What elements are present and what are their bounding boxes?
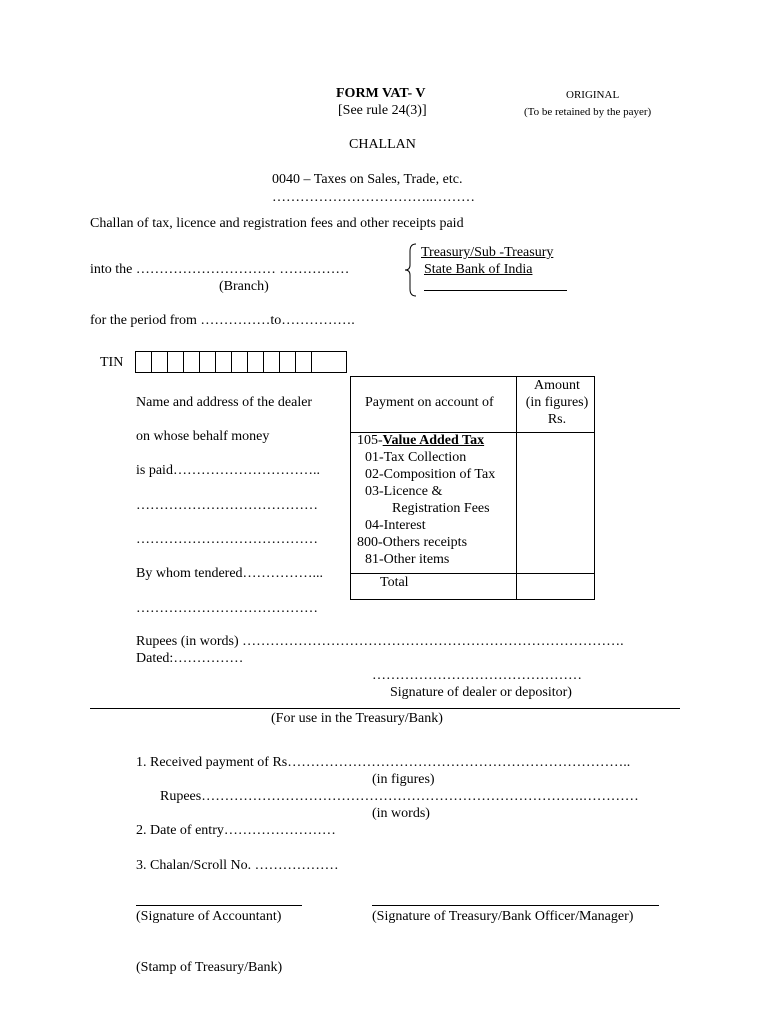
tin-digit-box[interactable] bbox=[168, 352, 184, 372]
tendered-by-line: By whom tendered……………... bbox=[136, 566, 324, 581]
tin-digit-box[interactable] bbox=[200, 352, 216, 372]
col-header-amount: Amount bbox=[534, 378, 580, 393]
head-of-account-dots: ……………………………..……… bbox=[272, 190, 475, 205]
vat-head-row bbox=[357, 432, 484, 449]
payment-item: 04-Interest bbox=[365, 518, 426, 533]
accountant-signature-line bbox=[136, 905, 302, 906]
form-title: FORM VAT- V bbox=[336, 86, 426, 101]
into-the-line: into the ………………………… …………… bbox=[90, 262, 350, 277]
tin-digit-box[interactable] bbox=[136, 352, 152, 372]
officer-signature-line bbox=[372, 905, 659, 906]
payment-item: Registration Fees bbox=[392, 501, 490, 516]
head-of-account: 0040 – Taxes on Sales, Trade, etc. bbox=[272, 172, 463, 187]
branch-label: (Branch) bbox=[219, 279, 269, 294]
col-header-rs: Rs. bbox=[547, 412, 567, 427]
total-label: Total bbox=[380, 575, 409, 590]
officer-signature-label: (Signature of Treasury/Bank Officer/Manager) bbox=[372, 909, 634, 924]
dated-line: Dated:…………… bbox=[136, 651, 244, 666]
in-words-label: (in words) bbox=[372, 806, 430, 821]
date-of-entry-line: 2. Date of entry…………………… bbox=[136, 823, 336, 838]
rupees-line: Rupees……………………………………………………………………….………… bbox=[160, 789, 639, 804]
rule-reference: [See rule 24(3)] bbox=[338, 103, 427, 118]
payment-item: 81-Other items bbox=[365, 552, 450, 567]
section-divider bbox=[90, 708, 680, 709]
challan-heading: CHALLAN bbox=[349, 137, 416, 152]
tin-digit-box[interactable] bbox=[264, 352, 280, 372]
curly-brace-icon bbox=[404, 243, 418, 297]
dealer-line-4: ………………………………… bbox=[136, 498, 318, 513]
vat-head-code: 105- bbox=[357, 433, 383, 448]
blank-option-line bbox=[424, 290, 567, 291]
payment-item: 800-Others receipts bbox=[357, 535, 468, 550]
payment-item: 03-Licence & bbox=[365, 484, 443, 499]
stamp-label: (Stamp of Treasury/Bank) bbox=[136, 960, 283, 975]
col-header-payment: Payment on account of bbox=[365, 395, 494, 410]
tin-digit-box[interactable] bbox=[312, 352, 346, 372]
accountant-signature-label: (Signature of Accountant) bbox=[136, 909, 282, 924]
scroll-number-line: 3. Chalan/Scroll No. ……………… bbox=[136, 858, 339, 873]
vat-head-title: Value Added Tax bbox=[382, 433, 485, 448]
tin-digit-box[interactable] bbox=[216, 352, 232, 372]
intro-line: Challan of tax, licence and registration fees and other receipts paid bbox=[90, 216, 464, 231]
copy-note: (To be retained by the payer) bbox=[524, 106, 652, 118]
dealer-line-1: Name and address of the dealer bbox=[136, 395, 313, 410]
period-line: for the period from ……………to……………. bbox=[90, 313, 355, 328]
in-figures-label: (in figures) bbox=[372, 772, 435, 787]
rupees-in-words: Rupees (in words) ………………………………………………………………………. bbox=[136, 634, 624, 649]
tin-digit-box[interactable] bbox=[296, 352, 312, 372]
tin-label: TIN bbox=[100, 355, 124, 370]
copy-label: ORIGINAL bbox=[566, 89, 620, 101]
dealer-line-2: on whose behalf money bbox=[136, 429, 270, 444]
tin-digit-box[interactable] bbox=[232, 352, 248, 372]
col-header-in-figures: (in figures) bbox=[525, 395, 589, 410]
payment-item: 02-Composition of Tax bbox=[365, 467, 496, 482]
dealer-signature-label: Signature of dealer or depositor) bbox=[390, 685, 572, 700]
tin-digit-box[interactable] bbox=[152, 352, 168, 372]
tin-digit-box[interactable] bbox=[184, 352, 200, 372]
tin-digit-box[interactable] bbox=[280, 352, 296, 372]
treasury-option: Treasury/Sub -Treasury bbox=[421, 245, 554, 260]
received-payment-line: 1. Received payment of Rs……………………………………………………………….. bbox=[136, 755, 631, 770]
dealer-line-3: is paid………………………….. bbox=[136, 463, 320, 478]
tin-input-boxes[interactable] bbox=[135, 351, 347, 373]
sbi-option: State Bank of India bbox=[424, 262, 533, 277]
dealer-line-5: ………………………………… bbox=[136, 532, 318, 547]
payment-item: 01-Tax Collection bbox=[365, 450, 467, 465]
dealer-signature-dots: ……………………………………… bbox=[372, 668, 582, 683]
tin-digit-box[interactable] bbox=[248, 352, 264, 372]
treasury-heading: (For use in the Treasury/Bank) bbox=[271, 711, 443, 726]
dealer-line-7: ………………………………… bbox=[136, 601, 318, 616]
